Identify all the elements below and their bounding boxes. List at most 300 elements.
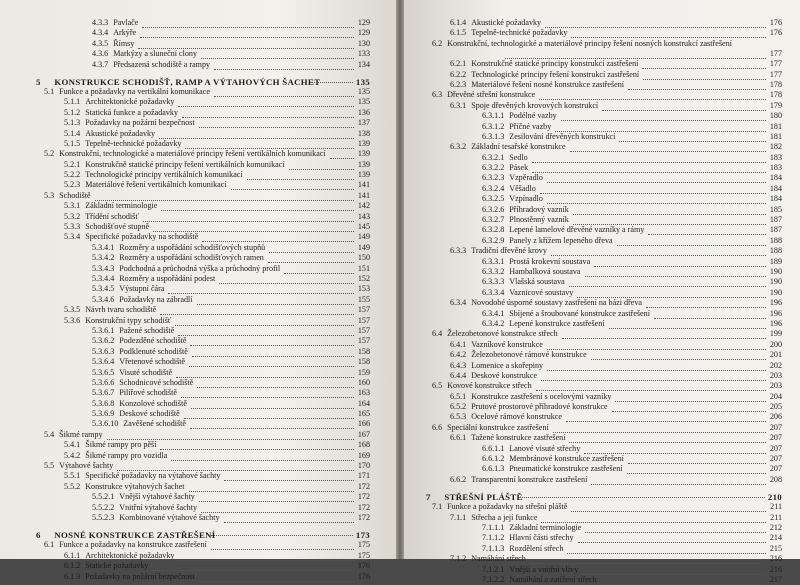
toc-entry-page: 196 bbox=[769, 308, 782, 318]
toc-entry-number: 5.3.6.4 bbox=[92, 357, 115, 367]
toc-entry-page: 176 bbox=[357, 561, 370, 571]
toc-entry-number: 5.3.4.4 bbox=[92, 273, 115, 283]
toc-entry-number: 6.3.2.7 bbox=[482, 215, 505, 225]
chapter-heading bbox=[0, 526, 370, 540]
toc-entry-page: 214 bbox=[769, 533, 782, 543]
toc-entry-title: Funkce a požadavky na konstrukce zastřešení bbox=[59, 540, 207, 550]
toc-entry-number: 6.5 bbox=[432, 381, 443, 391]
toc-entry-number: 5.3.6 bbox=[64, 315, 81, 325]
toc-entry-title: Materiálové řešení vertikálních komunikací bbox=[85, 180, 227, 190]
toc-entry-number: 5.3.6.2 bbox=[92, 336, 115, 346]
dot-leader bbox=[190, 335, 353, 346]
toc-entry-title: Vazníkové konstrukce bbox=[471, 339, 543, 349]
toc-entry-number: 6.3.2.2 bbox=[482, 163, 505, 173]
dot-leader bbox=[160, 439, 353, 450]
toc-entry-title: Římsy bbox=[113, 38, 135, 48]
toc-entry-title: Základní terminologie bbox=[509, 522, 582, 532]
toc-entry-number: 5.2 bbox=[44, 149, 55, 159]
toc-entry-number: 7.1.2.1 bbox=[482, 564, 505, 574]
dot-leader bbox=[551, 245, 766, 256]
toc-entry-title: Vzpínadlo bbox=[509, 194, 543, 204]
toc-entry-page: 167 bbox=[357, 429, 370, 439]
toc-entry-number: 5.1.3 bbox=[64, 118, 81, 128]
dot-leader bbox=[191, 398, 354, 409]
toc-entry-page: 201 bbox=[769, 350, 782, 360]
toc-entry-title: Výtahové šachty bbox=[59, 461, 114, 471]
toc-entry-title: Konstrukčně statické principy řešení vertikálních komunikací bbox=[85, 159, 285, 169]
toc-entry-number: 5.3.4 bbox=[64, 232, 81, 242]
toc-entry-title: Lepené konstrukce zastřešení bbox=[509, 318, 605, 328]
toc-entry-page: 163 bbox=[357, 388, 370, 398]
toc-entry-number: 4.3.7 bbox=[92, 59, 109, 69]
toc-entry-number: 5.4.2 bbox=[64, 450, 81, 460]
toc-entry-title: Namáhání střech bbox=[471, 554, 526, 564]
toc-entry-page: 170 bbox=[357, 461, 370, 471]
dot-leader bbox=[211, 539, 354, 550]
toc-entry-page: 184 bbox=[769, 183, 782, 193]
toc-entry-title: Konstrukční, technologické a materiálové principy řešení vertikálních komunikací bbox=[59, 149, 326, 159]
dot-leader bbox=[224, 512, 354, 523]
toc-entry-page: 217 bbox=[769, 574, 782, 584]
dot-leader bbox=[176, 367, 354, 378]
toc-entry-number: 6.2 bbox=[432, 38, 443, 48]
dot-leader bbox=[142, 17, 354, 28]
toc-entry-title: Novodobé úsporné soustavy zastřešení na bázi dřeva bbox=[471, 298, 643, 308]
toc-entry-page: 129 bbox=[357, 18, 370, 27]
toc-entry bbox=[0, 60, 370, 70]
toc-entry-title: Materiálové řešení nosné konstrukce zastřešení bbox=[471, 79, 625, 89]
toc-entry-title: Hlavní části střechy bbox=[509, 533, 574, 543]
toc-entry-number: 6.5.1 bbox=[450, 391, 467, 401]
toc-entry-page: 139 bbox=[357, 138, 370, 148]
dot-leader bbox=[107, 429, 354, 440]
toc-entry-title: Spoje dřevěných krovových konstrukcí bbox=[471, 100, 599, 110]
dot-leader bbox=[199, 571, 354, 582]
toc-entry-title: Věšadlo bbox=[509, 183, 536, 193]
toc-entry-title: Podezděné schodiště bbox=[119, 336, 187, 346]
toc-entry-page: 173 bbox=[355, 530, 370, 541]
toc-entry-number: 6.6.1.3 bbox=[482, 464, 505, 474]
toc-entry-number: 6.1 bbox=[44, 540, 55, 550]
toc-entry-page: 203 bbox=[769, 381, 782, 391]
dot-leader bbox=[584, 443, 766, 454]
dot-leader bbox=[199, 491, 354, 502]
dot-leader bbox=[642, 58, 765, 69]
dot-leader bbox=[541, 370, 766, 381]
toc-entry-title: STŘEŠNÍ PLÁŠTĚ bbox=[444, 492, 523, 503]
toc-entry-number: 4.3.5 bbox=[92, 38, 109, 48]
toc-entry-page: 187 bbox=[769, 215, 782, 225]
dot-leader bbox=[573, 204, 766, 215]
dot-leader bbox=[530, 553, 766, 564]
toc-entry-title: Technologické principy řešení konstrukcí zastřešení bbox=[471, 69, 640, 79]
dot-leader bbox=[190, 418, 354, 429]
dot-leader bbox=[571, 27, 765, 38]
toc-entry-title: Požadavky na zábradlí bbox=[119, 294, 193, 304]
toc-entry-number: 5.3.6.6 bbox=[92, 377, 115, 387]
toc-entry-number: 4.3.4 bbox=[92, 28, 109, 38]
dot-leader bbox=[197, 377, 354, 388]
toc-entry-title: Plnostěnný vazník bbox=[509, 215, 569, 225]
toc-entry-page: 157 bbox=[357, 305, 370, 315]
dot-leader bbox=[532, 162, 766, 173]
toc-entry-number: 5 bbox=[36, 76, 41, 87]
dot-leader bbox=[585, 266, 766, 277]
dot-leader bbox=[153, 221, 354, 232]
toc-entry-title: Dřevěné střešní konstrukce bbox=[447, 90, 536, 100]
toc-entry-page: 176 bbox=[357, 571, 370, 581]
toc-entry-number: 5.3.4.2 bbox=[92, 253, 115, 263]
toc-entry-title: Kombinované výtahové šachty bbox=[119, 512, 220, 522]
dot-leader bbox=[184, 408, 354, 419]
toc-entry-page: 176 bbox=[769, 28, 782, 38]
dot-leader bbox=[168, 283, 353, 294]
toc-entry-title: Předsazená schodiště a rampy bbox=[113, 59, 211, 69]
dot-leader bbox=[522, 487, 764, 498]
toc-entry-title: Technologické principy vertikálních komunikací bbox=[85, 170, 243, 180]
toc-entry-number: 5.1.2 bbox=[64, 107, 81, 117]
toc-entry-number: 6.6.2 bbox=[450, 474, 467, 484]
toc-entry-page: 215 bbox=[769, 543, 782, 553]
toc-entry-title: Akustické požadavky bbox=[85, 128, 156, 138]
toc-entry-title: Požadavky na požární bezpečnost bbox=[85, 571, 195, 581]
toc-entry-number: 7.1.1 bbox=[450, 512, 467, 522]
toc-entry-page: 164 bbox=[357, 398, 370, 408]
dot-leader bbox=[159, 128, 354, 139]
dot-leader bbox=[181, 387, 354, 398]
toc-entry-page: 135 bbox=[357, 86, 370, 96]
toc-entry-number: 5.3.6.1 bbox=[92, 325, 115, 335]
toc-entry-page: 159 bbox=[357, 367, 370, 377]
dot-leader bbox=[247, 169, 354, 180]
toc-entry-number: 6.3.4.1 bbox=[482, 308, 505, 318]
dot-leader bbox=[601, 574, 766, 585]
toc-entry-page: 183 bbox=[769, 152, 782, 162]
dot-leader bbox=[562, 328, 766, 339]
dot-leader bbox=[536, 380, 766, 391]
book-gutter bbox=[396, 0, 404, 559]
toc-entry-number: 6.1.2 bbox=[64, 561, 81, 571]
dot-leader bbox=[178, 96, 353, 107]
toc-entry-number: 5.2.2 bbox=[64, 170, 81, 180]
toc-entry-title: Tažené konstrukce zastřešení bbox=[471, 433, 566, 443]
toc-entry-page: 211 bbox=[770, 502, 782, 512]
toc-entry-number: 6.3.3.3 bbox=[482, 277, 505, 287]
toc-entry-title: Rozměry a uspořádání podest bbox=[119, 273, 216, 283]
toc-entry-title: Rozměry a uspořádání schodišťových stupňů bbox=[119, 242, 266, 252]
toc-entry-page: 139 bbox=[357, 170, 370, 180]
dot-leader bbox=[539, 89, 766, 100]
toc-entry-title: Konstrukčně statické principy konstrukcí zastřešení bbox=[471, 59, 639, 69]
dot-leader bbox=[609, 318, 766, 329]
toc-entry-title: Specifické požadavky na výtahové šachty bbox=[85, 471, 221, 481]
toc-entry-title: Příčné vazby bbox=[509, 121, 552, 131]
toc-entry-title: Podklenuté schodiště bbox=[119, 346, 188, 356]
toc-entry-title: Střecha a její funkce bbox=[471, 512, 538, 522]
toc-entry-number: 6.3.2.6 bbox=[482, 204, 505, 214]
toc-entry-title: Ocelové rámové konstrukce bbox=[471, 412, 562, 422]
toc-entry-number: 5.2.1 bbox=[64, 159, 81, 169]
dot-leader bbox=[214, 59, 354, 70]
left-page bbox=[0, 0, 396, 581]
dot-leader bbox=[192, 346, 354, 357]
toc-entry-number: 5.5.2 bbox=[64, 481, 81, 491]
toc-entry-page: 210 bbox=[767, 492, 782, 503]
chapter-heading bbox=[0, 73, 370, 87]
dot-leader bbox=[569, 276, 766, 287]
toc-entry-page: 141 bbox=[357, 190, 370, 200]
toc-entry-title: Pneumatické konstrukce zastřešení bbox=[509, 464, 623, 474]
dot-leader bbox=[612, 401, 766, 412]
toc-entry-number: 6.3.4 bbox=[450, 298, 467, 308]
dot-leader bbox=[628, 453, 766, 464]
toc-entry-page: 172 bbox=[357, 481, 370, 491]
toc-entry-title: Transparentní konstrukce zastřešení bbox=[471, 474, 588, 484]
dot-leader bbox=[224, 470, 353, 481]
dot-leader bbox=[171, 450, 354, 461]
toc-entry-page: 158 bbox=[357, 346, 370, 356]
toc-entry-number: 6.6.1.2 bbox=[482, 454, 505, 464]
toc-entry-title: KONSTRUKCE SCHODIŠŤ, RAMP A VÝTAHOVÝCH ŠACHET bbox=[54, 76, 321, 87]
dot-leader bbox=[199, 117, 354, 128]
toc-entry-title: NOSNÉ KONSTRUKCE ZASTŘEŠENÍ bbox=[54, 530, 216, 541]
toc-entry-number: 6.3.1.2 bbox=[482, 121, 505, 131]
dot-leader bbox=[541, 512, 766, 523]
dot-leader bbox=[628, 79, 766, 90]
dot-leader bbox=[627, 463, 766, 474]
toc-entry-number: 5.3 bbox=[44, 190, 55, 200]
toc-entry-title: Visuté schodiště bbox=[119, 367, 173, 377]
toc-entry-title: Akustické požadavky bbox=[471, 18, 542, 27]
dot-leader bbox=[201, 48, 354, 59]
toc-entry-page: 158 bbox=[357, 357, 370, 367]
toc-entry-number: 5.3.1 bbox=[64, 201, 81, 211]
toc-entry-page: 200 bbox=[769, 339, 782, 349]
toc-entry-page: 141 bbox=[357, 180, 370, 190]
toc-entry-number: 5.3.6.5 bbox=[92, 367, 115, 377]
dot-leader bbox=[553, 422, 766, 433]
toc-entry-page: 188 bbox=[769, 235, 782, 245]
dot-leader bbox=[646, 297, 766, 308]
toc-entry-page: 207 bbox=[769, 464, 782, 474]
toc-entry-title: Rozdělení střech bbox=[509, 543, 564, 553]
toc-entry-title: Tepelně-technické požadavky bbox=[85, 138, 182, 148]
toc-entry-page: 207 bbox=[769, 433, 782, 443]
toc-entry-number: 5.3.6.10 bbox=[92, 419, 119, 429]
toc-entry-page: 181 bbox=[769, 121, 782, 131]
dot-leader bbox=[585, 522, 765, 533]
dot-leader bbox=[289, 159, 354, 170]
toc-entry-title: Podchodná a průchodná výška a průchodný profil bbox=[119, 263, 281, 273]
toc-entry-page: 175 bbox=[357, 540, 370, 550]
toc-entry-page: 178 bbox=[769, 79, 782, 89]
dot-leader bbox=[178, 325, 354, 336]
dot-leader bbox=[617, 235, 766, 246]
toc-entry-title: Vnější výtahové šachty bbox=[119, 492, 195, 502]
toc-entry-title: Vaznicové soustavy bbox=[509, 287, 574, 297]
toc-entry-number: 6.4.3 bbox=[450, 360, 467, 370]
toc-entry-number: 5.5.1 bbox=[64, 471, 81, 481]
toc-entry-title: Statická funkce a požadavky bbox=[85, 107, 179, 117]
toc-entry-title: Prutové prostorové příhradové konstrukce bbox=[471, 402, 608, 412]
toc-entry-number: 6.3.2 bbox=[450, 142, 467, 152]
toc-entry-title: Deskové schodiště bbox=[119, 409, 180, 419]
dot-leader bbox=[547, 172, 766, 183]
toc-entry-number: 6.2.2 bbox=[450, 69, 467, 79]
toc-entry-number: 6.3.3 bbox=[450, 246, 467, 256]
toc-entry-number: 7.1.1.3 bbox=[482, 543, 505, 553]
dot-leader bbox=[547, 339, 766, 350]
toc-entry-page: 168 bbox=[357, 440, 370, 450]
toc-entry-number: 6.6.1 bbox=[450, 433, 467, 443]
toc-entry-title: Pásek bbox=[509, 163, 529, 173]
toc-entry-title: Schodiště bbox=[59, 190, 91, 200]
toc-entry-number: 6.5.3 bbox=[450, 412, 467, 422]
dot-leader bbox=[582, 564, 766, 575]
dot-leader bbox=[547, 193, 766, 204]
toc-entry-page: 188 bbox=[769, 246, 782, 256]
dot-leader bbox=[214, 86, 354, 97]
toc-entry-number: 4.3.6 bbox=[92, 49, 109, 59]
toc-entry-number: 6.6.1.1 bbox=[482, 443, 505, 453]
toc-entry-page: 160 bbox=[357, 377, 370, 387]
toc-entry-page: 190 bbox=[769, 287, 782, 297]
dot-leader bbox=[219, 273, 354, 284]
toc-entry-page: 150 bbox=[357, 253, 370, 263]
dot-leader bbox=[571, 501, 766, 512]
toc-entry-number: 5.3.3 bbox=[64, 222, 81, 232]
toc-entry-page: 187 bbox=[769, 225, 782, 235]
toc-entry-page: 190 bbox=[769, 266, 782, 276]
toc-entry-page: 145 bbox=[357, 222, 370, 232]
dot-leader bbox=[202, 231, 354, 242]
toc-entry bbox=[0, 572, 370, 582]
right-page bbox=[404, 0, 800, 584]
toc-entry-page: 149 bbox=[357, 242, 370, 252]
toc-entry-page: 137 bbox=[357, 118, 370, 128]
toc-entry-page: 190 bbox=[769, 277, 782, 287]
toc-entry-title: Schodnicové schodiště bbox=[119, 377, 194, 387]
toc-entry-title: Vnitřní výtahové šachty bbox=[119, 502, 198, 512]
toc-entry-number: 7.1.2.2 bbox=[482, 574, 505, 584]
toc-entry-title: Třídění schodišť bbox=[85, 211, 139, 221]
dot-leader bbox=[312, 72, 352, 83]
toc-entry bbox=[404, 28, 782, 38]
toc-entry-number: 6.1.5 bbox=[450, 28, 467, 38]
toc-entry-number: 5.3.5 bbox=[64, 305, 81, 315]
dot-leader bbox=[189, 481, 354, 492]
toc-entry-title: Hambalková soustava bbox=[509, 266, 581, 276]
toc-entry-page: 129 bbox=[357, 28, 370, 38]
toc-entry-title: Pavlače bbox=[113, 18, 139, 27]
toc-entry-page: 151 bbox=[357, 263, 370, 273]
toc-entry-page: 202 bbox=[769, 360, 782, 370]
toc-entry-number: 5.2.3 bbox=[64, 180, 81, 190]
toc-entry-title: Zesilování dřevěných konstrukcí bbox=[509, 131, 616, 141]
dot-leader bbox=[578, 532, 766, 543]
toc-entry-title: Vnější a vnitřní vlivy bbox=[509, 564, 579, 574]
toc-entry-number: 6.1.3 bbox=[64, 571, 81, 581]
toc-entry-page: 212 bbox=[769, 522, 782, 532]
toc-entry-page: 180 bbox=[769, 111, 782, 121]
dot-leader bbox=[591, 349, 766, 360]
toc-entry-number: 4.3.3 bbox=[92, 18, 109, 27]
toc-entry-number: 6.2.3 bbox=[450, 79, 467, 89]
toc-entry-number: 5.4 bbox=[44, 429, 55, 439]
toc-entry bbox=[404, 475, 782, 485]
toc-entry-title: Markýzy a sluneční clony bbox=[113, 49, 198, 59]
toc-entry-page: 171 bbox=[357, 471, 370, 481]
toc-entry-number: 5.3.4.5 bbox=[92, 284, 115, 294]
dot-leader bbox=[152, 560, 354, 571]
toc-entry-title: Architektonické požadavky bbox=[85, 550, 175, 560]
toc-entry-page: 199 bbox=[769, 329, 782, 339]
toc-entry-page: 206 bbox=[769, 412, 782, 422]
toc-entry-page: 196 bbox=[769, 318, 782, 328]
dot-leader bbox=[654, 308, 766, 319]
toc-entry-title: Tradiční dřevěné krovy bbox=[471, 246, 547, 256]
toc-entry-page: 179 bbox=[769, 100, 782, 110]
toc-entry-number: 6.3.2.8 bbox=[482, 225, 505, 235]
dot-leader bbox=[570, 141, 766, 152]
toc-entry-page: 184 bbox=[769, 194, 782, 204]
dot-leader bbox=[619, 131, 766, 142]
toc-entry-number: 5.3.4.3 bbox=[92, 263, 115, 273]
toc-entry-number: 5.1.1 bbox=[64, 97, 81, 107]
toc-entry-number: 6.3.1.3 bbox=[482, 131, 505, 141]
toc-entry-number: 5.5.2.3 bbox=[92, 512, 115, 522]
toc-entry bbox=[0, 139, 370, 149]
toc-entry-title: Funkce a požadavky na střešní pláště bbox=[447, 502, 568, 512]
toc-entry-number: 6.3.1.1 bbox=[482, 111, 505, 121]
toc-entry-page: 142 bbox=[357, 201, 370, 211]
toc-entry-page: 185 bbox=[769, 204, 782, 214]
toc-entry-number: 6.3.2.4 bbox=[482, 183, 505, 193]
dot-leader bbox=[602, 100, 766, 111]
dot-leader bbox=[211, 525, 352, 536]
right-toc-list bbox=[404, 18, 782, 585]
dot-leader bbox=[532, 152, 766, 163]
toc-entry-title: Statické požadavky bbox=[85, 561, 149, 571]
toc-entry-page: 134 bbox=[357, 59, 370, 69]
toc-entry-number: 7.1 bbox=[432, 502, 443, 512]
dot-leader bbox=[178, 550, 353, 561]
toc-entry-page: 143 bbox=[357, 211, 370, 221]
toc-entry-title: Podélné vazby bbox=[509, 111, 557, 121]
toc-entry-title: Příhradový vazník bbox=[509, 204, 569, 214]
toc-entry-page: 177 bbox=[769, 48, 782, 58]
toc-entry-page: 139 bbox=[357, 159, 370, 169]
dot-leader bbox=[540, 183, 766, 194]
toc-entry-title: Železobetonové rámové konstrukce bbox=[471, 350, 587, 360]
dot-leader bbox=[161, 200, 354, 211]
toc-entry-page: 165 bbox=[357, 409, 370, 419]
dot-leader bbox=[648, 224, 766, 235]
toc-entry-title: Namáhání a zatížení střech bbox=[509, 574, 597, 584]
dot-leader bbox=[269, 242, 354, 253]
toc-entry bbox=[404, 575, 782, 585]
dot-leader bbox=[175, 315, 353, 326]
dot-leader bbox=[555, 121, 766, 132]
toc-entry-number: 7.1.2 bbox=[450, 554, 467, 564]
toc-entry-title: Konzolové schodiště bbox=[119, 398, 187, 408]
toc-entry-page: 203 bbox=[769, 370, 782, 380]
toc-entry-title: Schodišťové stupně bbox=[85, 222, 150, 232]
toc-entry-title: Tepelně-technické požadavky bbox=[471, 28, 568, 38]
toc-entry-number: 5.1.5 bbox=[64, 138, 81, 148]
dot-leader bbox=[561, 110, 766, 121]
toc-entry-page: 175 bbox=[357, 550, 370, 560]
